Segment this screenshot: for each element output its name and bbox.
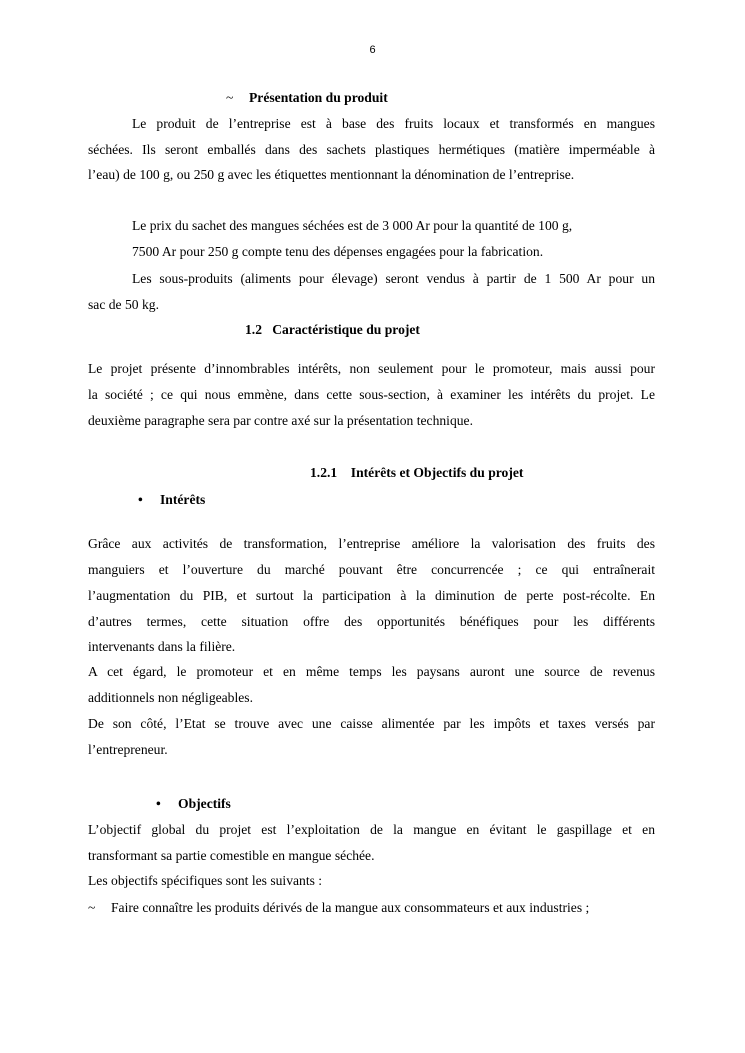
paragraph-line: Les objectifs spécifiques sont les suivants :: [88, 873, 323, 888]
paragraph-line: Le prix du sachet des mangues séchées est de 3 000 Ar pour la quantité de 100 g,: [132, 218, 573, 233]
paragraph-line: sac de 50 kg.: [88, 297, 159, 312]
paragraph-line: De son côté, l’Etat se trouve avec une caisse alimentée par les impôts et taxes versés par: [88, 716, 655, 731]
paragraph-line: deuxième paragraphe sera par contre axé sur la présentation technique.: [88, 413, 473, 428]
paragraph-line: Grâce aux activités de transformation, l’entreprise améliore la valorisation des fruits des: [88, 536, 655, 551]
presentation-heading: [226, 89, 388, 107]
paragraph-line: séchées. Ils seront emballés dans des sachets plastiques hermétiques (matière imperméable à: [88, 142, 655, 157]
section-title: Caractéristique du projet: [272, 322, 420, 337]
paragraph-line: Les sous-produits (aliments pour élevage) seront vendus à partir de 1 500 Ar pour un: [132, 271, 655, 286]
paragraph-line: Le projet présente d’innombrables intérêts, non seulement pour le promoteur, mais aussi pour: [88, 361, 655, 376]
section-1-2-heading: [245, 321, 420, 339]
page-number: 6: [369, 44, 376, 56]
paragraph-line: L’objectif global du projet est l’exploitation de la mangue en évitant le gaspillage et en: [88, 822, 655, 837]
section-1-2-1-heading: [310, 464, 523, 482]
objectifs-heading-text: Objectifs: [178, 796, 231, 811]
section-title: Intérêts et Objectifs du projet: [350, 465, 524, 480]
paragraph-line: intervenants dans la filière.: [88, 639, 236, 654]
paragraph-line: l’eau) de 100 g, ou 250 g avec les étiquettes mentionnant la dénomination de l’entreprise.: [88, 167, 575, 182]
paragraph-line: additionnels non négligeables.: [88, 690, 253, 705]
tilde-marker: ~: [88, 900, 96, 915]
paragraph-line: l’augmentation du PIB, et surtout la participation à la diminution de perte post-récolte. En: [88, 588, 655, 603]
bullet-icon: •: [156, 796, 161, 811]
interets-heading: [138, 491, 205, 509]
list-item: [88, 899, 655, 917]
paragraph-line: la société ; ce qui nous emmène, dans cette sous-section, à examiner les intérêts du projet. Le: [88, 387, 655, 402]
list-item-text: Faire connaître les produits dérivés de la mangue aux consommateurs et aux industries ;: [111, 900, 590, 915]
section-number: 1.2: [245, 322, 262, 337]
paragraph-line: transformant sa partie comestible en mangue séchée.: [88, 848, 375, 863]
paragraph-line: 7500 Ar pour 250 g compte tenu des dépenses engagées pour la fabrication.: [132, 244, 544, 259]
paragraph-line: l’entrepreneur.: [88, 742, 168, 757]
tilde-marker: ~: [226, 90, 234, 105]
bullet-icon: •: [138, 492, 143, 507]
paragraph-line: Le produit de l’entreprise est à base des fruits locaux et transformés en mangues: [132, 116, 655, 131]
section-number: 1.2.1: [310, 465, 338, 480]
objectifs-heading: [156, 795, 231, 813]
interets-heading-text: Intérêts: [160, 492, 206, 507]
paragraph-line: d’autres termes, cette situation offre des opportunités bénéfiques pour les différents: [88, 614, 655, 629]
paragraph-line: manguiers et l’ouverture du marché pouvant être concurrencée ; ce qui entraînerait: [88, 562, 655, 577]
paragraph-line: A cet égard, le promoteur et en même temps les paysans auront une source de revenus: [88, 664, 655, 679]
presentation-heading-text: Présentation du produit: [249, 90, 388, 105]
